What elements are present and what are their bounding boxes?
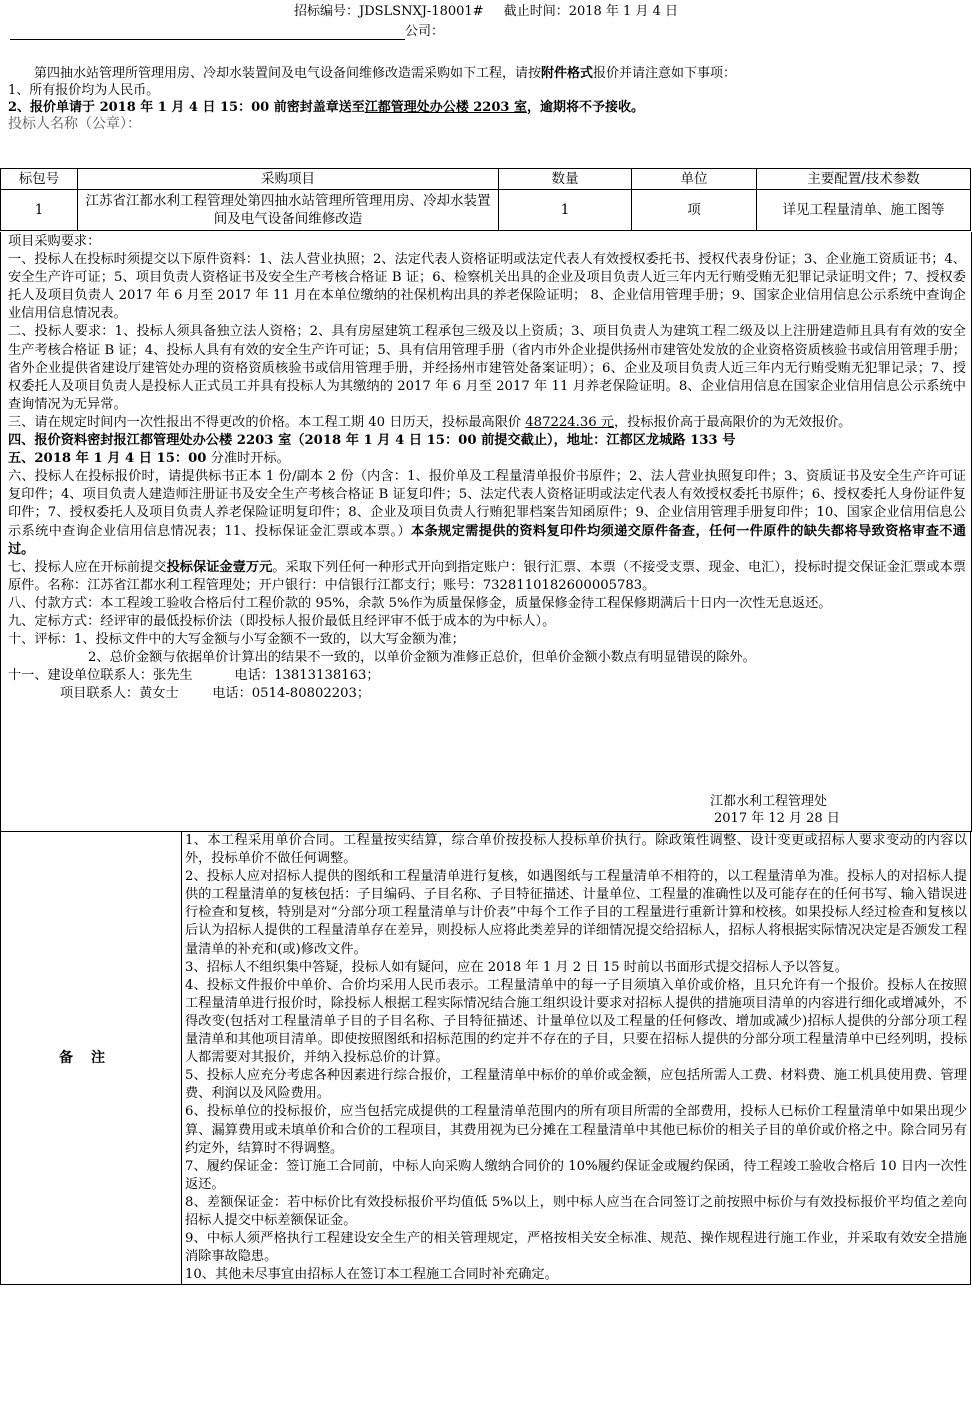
company-blank <box>10 25 405 40</box>
intro-item-2 <box>8 99 963 116</box>
signature-block <box>710 793 910 827</box>
procurement-table <box>0 168 971 231</box>
req6-bold: 本条规定需提供的资料复印件均须递交原件备查，任何一件原件的缺失都将导致资格审查不通过。 <box>8 523 966 557</box>
intro-item-1: 1、所有报价均为人民币。 <box>8 83 160 98</box>
remarks-content <box>182 832 971 1285</box>
deadline: 截止时间：2018 年 1 月 4 日 <box>503 4 678 19</box>
remark-item: 6、投标单位的投标报价，应当包括完成提供的工程量清单范围内的所有项目所需的全部费用，投标人已标价工程量清单中如果出现少算、漏算费用或未填单价和合价的工程项目，其费用视为已分摊在工程量清单中其他已标价的相关子目的单价或价格之中。除合同另有约定外，结算时不得调整。 <box>185 1104 967 1156</box>
intro-text-end: 报价并请注意如下事项： <box>593 66 737 81</box>
max-price: 487224.36 元 <box>525 414 614 430</box>
header-cell: 标包号 <box>1 169 78 190</box>
req5-bold: 五、2018 年 1 月 4 日 15：00 <box>8 451 207 467</box>
remark-item: 5、投标人应充分考虑各种因素进行综合报价，工程量清单中标价的单价或金额，应包括所需人工费、材料费、施工机具使用费、管理费、利润以及风险费用。 <box>185 1068 967 1102</box>
remarks-label: 备注 <box>1 832 182 1285</box>
bidder-name-label: 投标人名称（公章）： <box>8 116 141 132</box>
requirement-10-2: 2、总价金额与依据单价计算出的结果不一致的，以单价金额为准修正总价，但单价金额小数点有明显错误的除外。 <box>88 650 756 666</box>
req3-end: ，投标报价高于最高限价的为无效报价。 <box>614 414 852 430</box>
table-cell: 1 <box>499 190 632 231</box>
requirement-8: 八、付款方式：本工程竣工验收合格后付工程价款的 95%，余款 5%作为质量保修金，质量保修金待工程保修期满后十日内一次性无息返还。 <box>8 595 832 611</box>
remark-item: 7、履约保证金：签订施工合同前，中标人向采购人缴纳合同价的 10%履约保证金或履约保函，待工程竣工验收合格后 10 日内一次性返还。 <box>185 1158 967 1192</box>
intro-paragraph <box>8 65 963 82</box>
req7-bold: 投标保证金壹万元 <box>166 559 273 575</box>
remark-item: 10、其他未尽事宜由招标人在签订本工程施工合同时补充确定。 <box>185 1267 558 1283</box>
item2-end: ，逾期将不予接收。 <box>526 100 644 115</box>
requirement-7 <box>8 559 966 595</box>
header-cell: 单位 <box>632 169 757 190</box>
remark-item: 3、招标人不组织集中答疑，投标人如有疑问，应在 2018 年 1 月 2 日 15 时前以书面形式提交招标人予以答复。 <box>185 959 848 975</box>
requirement-9: 九、定标方式：经评审的最低投标价法（即投标人报价最低且经评审不低于成本的为中标人）。 <box>8 613 556 629</box>
requirement-6 <box>8 468 966 558</box>
table-cell: 项 <box>632 190 757 231</box>
remarks-table <box>0 831 971 1285</box>
company-line <box>10 23 480 40</box>
requirement-2: 二、投标人要求：1、投标人须具备独立法人资格；2、具有房屋建筑工程承包三级及以上资质；3、项目负责人为建筑工程二级及以上注册建造师且具有有效的安全生产考核合格证 B 证；4、投标人具有有效的安全生产许可证；5、具有信用管理手册（省内市外企业提供扬州市建管处发放的企业资格资质核验书或信用管理手册；省外企业提供省建设厅建管处办理的资格资质核验书或信用管理手册，并经扬州市建管处备案证明）；6、企业及项目负责人近三年内无行贿受贿无犯罪记录；7、授权委托人及项目负责人是投标人正式员工并具有投标人为其缴纳的 2017 年 6 月至 2017 年 11 月养老保险证明。8、企业信用信息在国家企业信用信息公示系统中查询情况为无异常。 <box>8 324 966 412</box>
requirement-4: 四、报价资料密封报江都管理处办公楼 2203 室（2018 年 1 月 4 日 15：00 前提交截止），地址：江都区龙城路 133 号 <box>8 433 736 449</box>
req7-text: 七、投标人应在开标前提交 <box>8 559 167 575</box>
requirement-3 <box>8 414 966 432</box>
requirements-title: 项目采购要求： <box>8 234 101 249</box>
requirement-11-2: 项目联系人：黄女士 电话：0514-80802203； <box>60 686 371 702</box>
item2-address: 江都管理处办公楼 2203 室 <box>364 100 527 115</box>
requirements-section <box>8 233 966 703</box>
req5-text: 分准时开标。 <box>206 451 290 467</box>
requirement-1: 一、投标人在投标时须提交以下原件资料：1、法人营业执照；2、法定代表人资格证明或法定代表人有效授权委托书、授权代表身份证；3、企业施工资质证书；4、安全生产许可证；5、项目负责人资格证书及安全生产考核合格证 B 证；6、检察机关出具的企业及项目负责人近三年内无行贿受贿无犯罪记录证明文件；7、授权委托人及项目负责人 2017 年 6 月至 2017 年 11 月在本单位缴纳的社保机构出具的养老保险证明； 8、企业信用管理手册；9、国家企业信用信息公示系统中查询企业信用信息情况表。 <box>8 252 966 322</box>
table-cell: 江苏省江都水利工程管理处第四抽水站管理所管理用房、冷却水装置间及电气设备间维修改造 <box>78 190 499 231</box>
remark-item: 9、中标人须严格执行工程建设安全生产的相关管理规定，严格按相关安全标准、规范、操作规程进行施工作业，并采取有效安全措施消除事故隐患。 <box>185 1231 967 1265</box>
item2-text: 2、报价单请于 2018 年 1 月 4 日 15：00 前密封盖章送至 <box>8 100 365 115</box>
company-label: 公司： <box>405 24 445 39</box>
table-row <box>1 190 971 231</box>
doc-header <box>0 3 972 20</box>
sign-organization: 江都水利工程管理处 <box>710 794 828 809</box>
header-cell: 采购项目 <box>78 169 499 190</box>
header-cell: 主要配置/技术参数 <box>757 169 971 190</box>
req6-text: 六、投标人在投标报价时，请提供标书正本 1 份/副本 2 份（内含：1、报价单及工程量清单报价书原件；2、法人营业执照复印件；3、资质证书及安全生产许可证复印件；4、项目负责人建造师注册证书及安全生产考核合格证 B 证复印件；5、法定代表人资格证明或法定代表人有效授权委托书原件；6、授权委托人身份证件复印件；7、授权委托人及项目负责人养老保险证明复印件；8、企业及项目负责人行贿犯罪档案告知函原件；9、企业信用管理手册复印件；10、国家企业信用信息公示系统中查询企业信用信息情况表；11、投标保证金汇票或本票。） <box>8 469 966 539</box>
req7-end: 。采取下列任何一种形式开向到指定账户：银行汇票、本票（不接受支票、现金、电汇），投标时提交保证金汇票或本票原件。名称：江苏省江都水利工程管理处；开户银行：中信银行江都支行；账号：7328110182600005783。 <box>8 559 967 593</box>
header-cell: 数量 <box>499 169 632 190</box>
table-cell: 详见工程量清单、施工图等 <box>757 190 971 231</box>
remark-item: 2、投标人应对招标人提供的图纸和工程量清单进行复核，如遇图纸与工程量清单不相符的，以工程量清单为准。投标人的对招标人提供的工程量清单的复核包括：子目编码、子目名称、子目特征描述、计量单位、工程量的准确性以及可能存在的任何书写、输入错误进行检查和复核，特别是对“分部分项工程量清单与计价表”中每个工作子目的工程量进行重新计算和校核。如果投标人经过检查和复核以后认为招标人提供的工程量清单存在差异，则投标人应将此类差异的详细情况提交给招标人，招标人将根据实际情况决定是否颁发工程量清单的补充和(或)修改文件。 <box>185 869 967 957</box>
intro-section <box>8 65 963 133</box>
intro-bold: 附件格式 <box>541 66 594 81</box>
remark-item: 4、投标文件报价中单价、合价均采用人民币表示。工程量清单中的每一子目须填入单价或价格，且只允许有一个报价。投标人在按照工程量清单进行报价时，除投标人根据工程实际情况结合施工组织设计要求对招标人提供的措施项目清单的内容进行细化或增减外，不得改变(包括对工程量清单子目的子目名称、子目特征描述、计量单位以及工程量的任何修改、增加或减少)招标人提供的分部分项工程量清单和其他项目清单。即使按照图纸和招标范围的约定并不存在的子目，只要在招标人提供的分部分项工程量清单中已经列明，投标人都需要对其报价，并纳入投标总价的计算。 <box>185 977 967 1066</box>
requirement-5 <box>8 450 966 468</box>
req3-text: 三、请在规定时间内一次性报出不得更改的价格。本工程工期 40 日历天，投标最高限价 <box>8 414 526 430</box>
sign-date: 2017 年 12 月 28 日 <box>714 811 840 826</box>
requirement-11-1: 十一、建设单位联系人：张先生 电话：13813138163； <box>8 668 380 684</box>
bid-number: 招标编号：JDSLSNXJ-18001# <box>294 4 484 19</box>
remarks-row <box>1 832 971 1285</box>
requirement-10-1: 十、评标：1、投标文件中的大写金额与小写金额不一致的，以大写金额为准； <box>8 632 465 648</box>
remark-item: 1、本工程采用单价合同。工程量按实结算，综合单价按投标人投标单价执行。除政策性调整、设计变更或招标人要求变动的内容以外，投标单价不做任何调整。 <box>185 833 967 867</box>
table-cell: 1 <box>1 190 78 231</box>
table-header-row <box>1 169 971 190</box>
remark-item: 8、差额保证金：若中标价比有效投标报价平均值低 5%以上，则中标人应当在合同签订之前按照中标价与有效投标报价平均值之差向招标人提交中标差额保证金。 <box>185 1194 967 1228</box>
intro-text: 第四抽水站管理所管理用房、冷却水装置间及电气设备间维修改造需采购如下工程，请按 <box>34 66 542 81</box>
